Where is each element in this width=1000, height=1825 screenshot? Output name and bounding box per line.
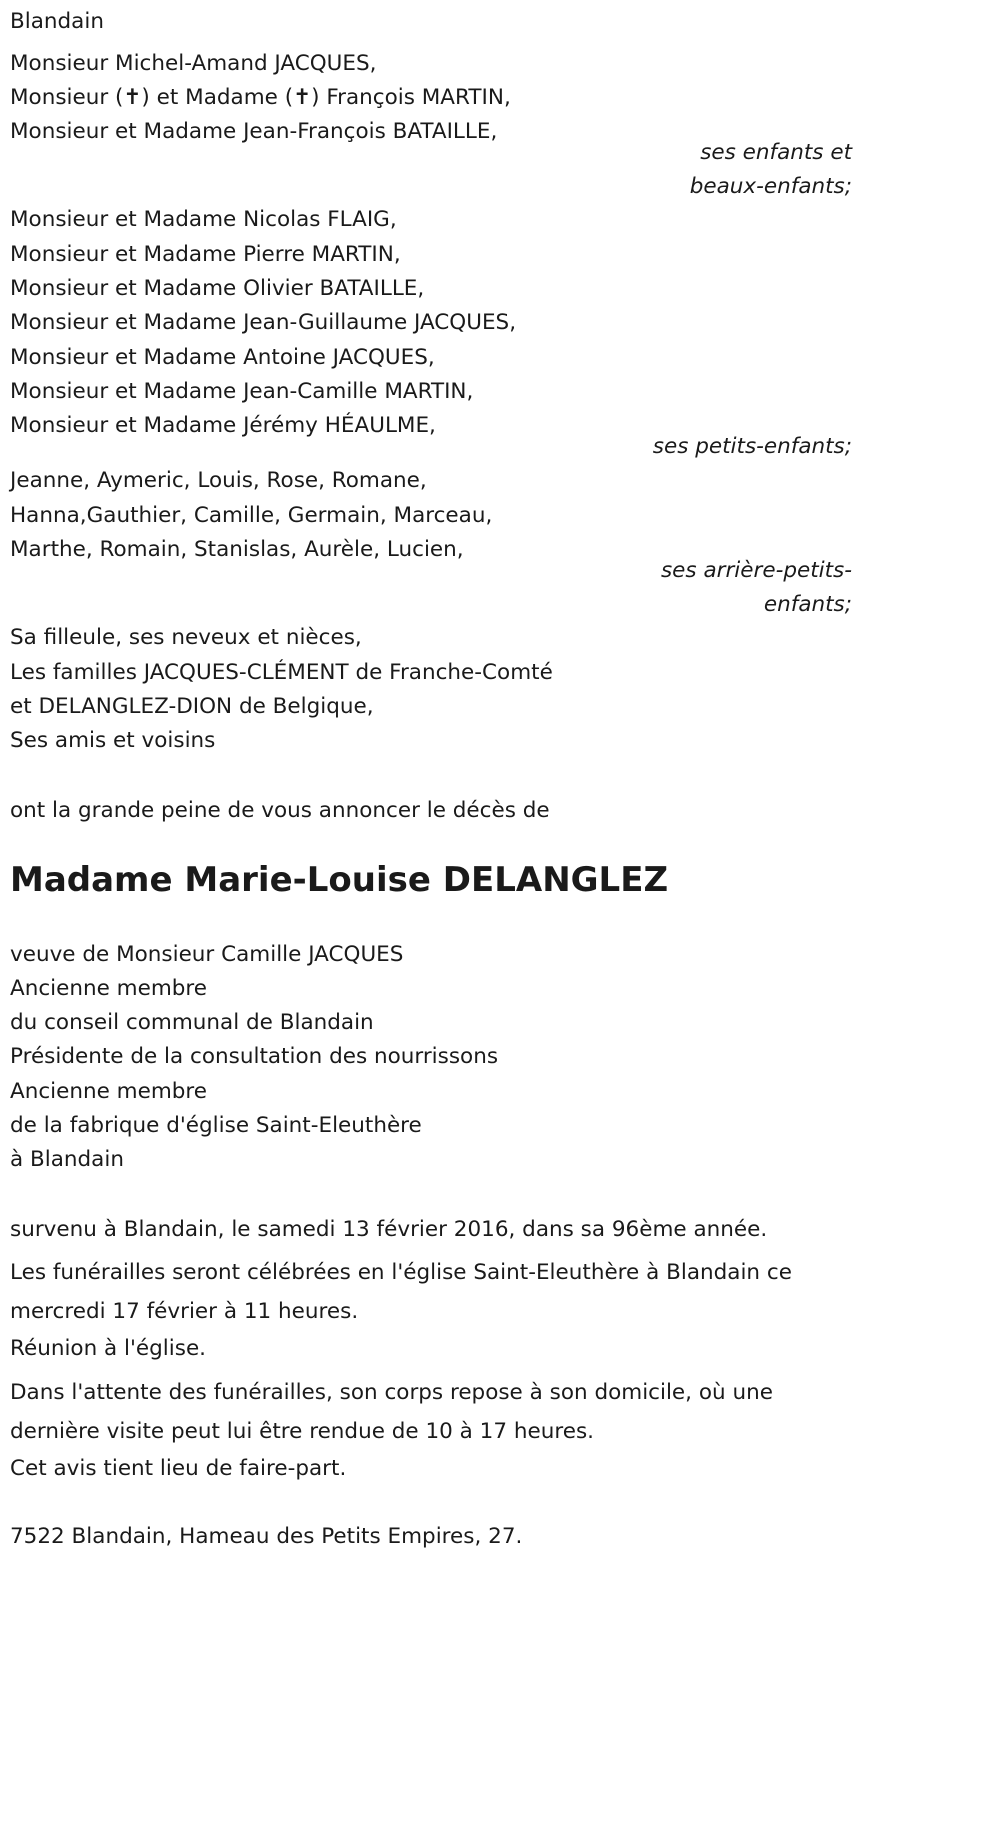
family-line: Monsieur (✝) et Madame (✝) François MARTIN, — [10, 85, 511, 110]
deceased-detail: Ancienne membre — [10, 976, 208, 1001]
family-line: Monsieur et Madame Antoine JACQUES, — [10, 345, 435, 370]
deceased-detail: de la fabrique d'église Saint-Eleuthère — [10, 1113, 422, 1138]
family-line: Hanna,Gauthier, Camille, Germain, Marceau, — [10, 503, 493, 528]
children-relation: beaux-enfants; — [689, 174, 852, 199]
children-relation: ses enfants et — [700, 140, 852, 165]
announcement: ont la grande peine de vous annoncer le décès de — [10, 798, 550, 823]
locality: Blandain — [10, 9, 104, 34]
family-line: Monsieur et Madame Jérémy HÉAULME, — [10, 413, 436, 438]
family-line: Sa filleule, ses neveux et nièces, — [10, 625, 362, 650]
great-grandchildren-relation: enfants; — [763, 592, 852, 617]
family-line: Monsieur et Madame Nicolas FLAIG, — [10, 207, 397, 232]
visit-info: Dans l'attente des funérailles, son corps repose à son domicile, où une dernière visite peut lui être rendue de 10 à 17 heures. — [10, 1380, 773, 1444]
family-line: Marthe, Romain, Stanislas, Aurèle, Lucien, — [10, 537, 464, 562]
funeral-info: Les funérailles seront célébrées en l'église Saint-Eleuthère à Blandain ce mercredi 17 février à 11 heures. — [10, 1260, 792, 1324]
family-line: Jeanne, Aymeric, Louis, Rose, Romane, — [10, 468, 427, 493]
meeting-info: Réunion à l'église. — [10, 1336, 207, 1361]
family-line: Les familles JACQUES-CLÉMENT de Franche-Comté — [10, 660, 553, 685]
grandchildren-relation: ses petits-enfants; — [652, 434, 852, 459]
family-line: Ses amis et voisins — [10, 728, 216, 753]
notice-info: Cet avis tient lieu de faire-part. — [10, 1456, 347, 1481]
family-line: et DELANGLEZ-DION de Belgique, — [10, 694, 374, 719]
address: 7522 Blandain, Hameau des Petits Empires, 27. — [10, 1524, 523, 1549]
family-line: Monsieur et Madame Jean-Camille MARTIN, — [10, 379, 474, 404]
deceased-detail: à Blandain — [10, 1147, 124, 1172]
deceased-detail: du conseil communal de Blandain — [10, 1010, 374, 1035]
family-line: Monsieur et Madame Jean-Guillaume JACQUES, — [10, 310, 517, 335]
death-info: survenu à Blandain, le samedi 13 février 2016, dans sa 96ème année. — [10, 1217, 768, 1242]
family-line: Monsieur et Madame Pierre MARTIN, — [10, 242, 401, 267]
deceased-name: Madame Marie-Louise DELANGLEZ — [10, 860, 669, 900]
family-line: Monsieur et Madame Jean-François BATAILLE, — [10, 119, 498, 144]
deceased-detail: veuve de Monsieur Camille JACQUES — [10, 942, 404, 967]
family-line: Monsieur et Madame Olivier BATAILLE, — [10, 276, 425, 301]
deceased-detail: Ancienne membre — [10, 1079, 208, 1104]
deceased-detail: Présidente de la consultation des nourrissons — [10, 1044, 499, 1069]
family-line: Monsieur Michel-Amand JACQUES, — [10, 51, 377, 76]
great-grandchildren-relation: ses arrière-petits- — [660, 558, 852, 583]
